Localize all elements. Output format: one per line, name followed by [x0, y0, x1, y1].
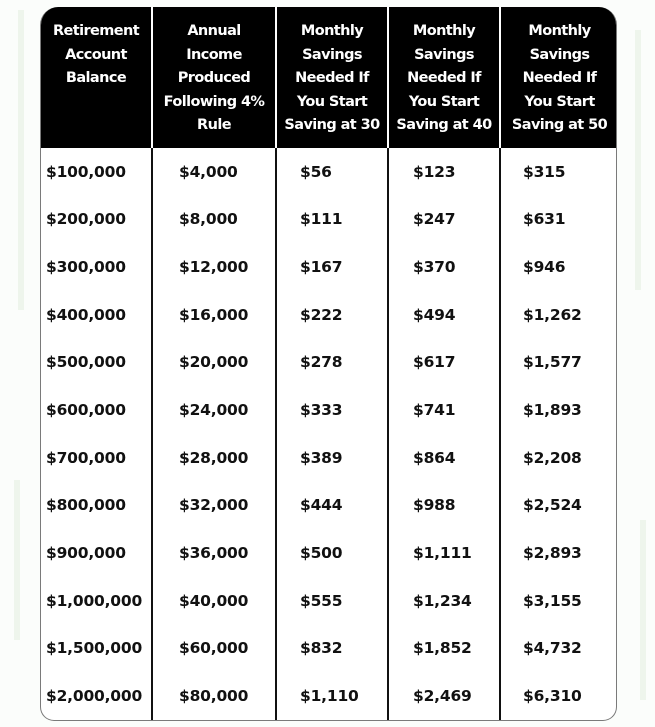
- header-line: Following 4%: [163, 93, 265, 110]
- cell-retirement-account-balance: $800,000: [46, 496, 126, 515]
- cell-retirement-account-balance: $400,000: [46, 305, 126, 324]
- cell-monthly-savings-50: $1,893: [500, 386, 617, 434]
- background-stripe: [18, 10, 24, 310]
- cell-monthly-savings-30: $333: [276, 386, 388, 434]
- cell-monthly-savings-40: $1,234: [388, 577, 500, 625]
- cell-monthly-savings-50: $2,893: [500, 529, 617, 577]
- header-line: Produced: [177, 70, 251, 86]
- cell-monthly-savings-40: $988: [388, 482, 500, 530]
- header-line: Needed If: [295, 70, 369, 86]
- cell-annual-income: $60,000: [152, 625, 276, 673]
- header-line: Saving at 50: [511, 117, 608, 133]
- cell-retirement-account-balance: $300,000: [46, 258, 126, 277]
- cell-monthly-savings-50: $6,310: [500, 672, 617, 720]
- table-row: [41, 291, 617, 339]
- cell-monthly-savings-30: $500: [276, 529, 388, 577]
- cell-retirement-account-balance: $700,000: [46, 448, 126, 467]
- cell-annual-income: $8,000: [152, 196, 276, 244]
- cell-monthly-savings-50: $946: [500, 243, 617, 291]
- cell-annual-income: $80,000: [152, 672, 276, 720]
- table-row: [41, 482, 617, 530]
- cell-monthly-savings-40: $617: [388, 339, 500, 387]
- table-header: [41, 7, 617, 148]
- cell-monthly-savings-40: $123: [388, 148, 500, 196]
- cell-annual-income: $24,000: [152, 386, 276, 434]
- background-stripe: [14, 480, 20, 640]
- table-row: [41, 625, 617, 673]
- header-line: You Start: [408, 93, 480, 110]
- header-line: Needed If: [407, 70, 481, 86]
- header-monthly-savings-30: [276, 7, 388, 148]
- table-row: [41, 672, 617, 720]
- cell-monthly-savings-50: $2,208: [500, 434, 617, 482]
- table-row: [41, 196, 617, 244]
- header-row: [41, 7, 617, 148]
- cell-monthly-savings-40: $741: [388, 386, 500, 434]
- cell-monthly-savings-40: $864: [388, 434, 500, 482]
- header-line: Needed If: [522, 70, 597, 86]
- header-line: Retirement: [52, 23, 140, 39]
- cell-monthly-savings-50: $3,155: [500, 577, 617, 625]
- header-line: Savings: [302, 46, 362, 63]
- savings-table: [41, 7, 617, 720]
- table-row: [41, 339, 617, 387]
- header-line: You Start: [524, 93, 595, 110]
- cell-monthly-savings-50: $4,732: [500, 625, 617, 673]
- cell-retirement-account-balance: $2,000,000: [46, 687, 143, 706]
- cell-monthly-savings-30: $167: [276, 243, 388, 291]
- cell-monthly-savings-30: $832: [276, 625, 388, 673]
- header-line: Saving at 30: [284, 117, 380, 133]
- cell-annual-income: $28,000: [152, 434, 276, 482]
- header-line: Monthly: [412, 23, 476, 39]
- header-annual-income: [152, 7, 276, 148]
- header-line: Savings: [529, 46, 590, 63]
- cell-monthly-savings-30: $555: [276, 577, 388, 625]
- cell-monthly-savings-30: $278: [276, 339, 388, 387]
- cell-monthly-savings-40: $370: [388, 243, 500, 291]
- cell-monthly-savings-50: $1,262: [500, 291, 617, 339]
- cell-monthly-savings-50: $2,524: [500, 482, 617, 530]
- cell-monthly-savings-50: $1,577: [500, 339, 617, 387]
- cell-retirement-account-balance: $100,000: [46, 162, 126, 181]
- cell-annual-income: $16,000: [152, 291, 276, 339]
- table-row: [41, 148, 617, 196]
- header-line: Rule: [197, 117, 231, 133]
- table-row: [41, 243, 617, 291]
- header-line: Balance: [65, 70, 127, 86]
- cell-retirement-account-balance: $500,000: [46, 353, 126, 372]
- header-monthly-savings-50: [500, 7, 617, 148]
- header-line: Monthly: [300, 23, 364, 39]
- header-line: Savings: [414, 46, 474, 63]
- cell-retirement-account-balance: $900,000: [46, 544, 126, 563]
- table-body: [41, 148, 617, 720]
- table-row: [41, 577, 617, 625]
- cell-monthly-savings-40: $494: [388, 291, 500, 339]
- cell-monthly-savings-30: $389: [276, 434, 388, 482]
- header-line: You Start: [296, 93, 368, 110]
- header-retirement-account-balance: [41, 7, 152, 148]
- background-stripe: [635, 30, 641, 290]
- cell-retirement-account-balance: $600,000: [46, 401, 126, 420]
- cell-monthly-savings-30: $1,110: [276, 672, 388, 720]
- cell-monthly-savings-40: $2,469: [388, 672, 500, 720]
- cell-annual-income: $20,000: [152, 339, 276, 387]
- table-row: [41, 529, 617, 577]
- cell-monthly-savings-40: $1,111: [388, 529, 500, 577]
- cell-annual-income: $32,000: [152, 482, 276, 530]
- header-line: Monthly: [528, 23, 591, 39]
- cell-monthly-savings-30: $222: [276, 291, 388, 339]
- cell-monthly-savings-30: $56: [276, 148, 388, 196]
- header-line: Saving at 40: [396, 117, 492, 133]
- background-stripe: [640, 520, 646, 700]
- cell-retirement-account-balance: $1,000,000: [46, 591, 143, 610]
- cell-annual-income: $12,000: [152, 243, 276, 291]
- cell-monthly-savings-30: $111: [276, 196, 388, 244]
- cell-monthly-savings-50: $315: [500, 148, 617, 196]
- cell-monthly-savings-50: $631: [500, 196, 617, 244]
- cell-monthly-savings-30: $444: [276, 482, 388, 530]
- header-line: Annual: [187, 23, 241, 39]
- cell-annual-income: $4,000: [152, 148, 276, 196]
- table-row: [41, 434, 617, 482]
- cell-monthly-savings-40: $247: [388, 196, 500, 244]
- header-monthly-savings-40: [388, 7, 500, 148]
- cell-monthly-savings-40: $1,852: [388, 625, 500, 673]
- header-line: Income: [186, 46, 242, 63]
- cell-annual-income: $40,000: [152, 577, 276, 625]
- table-row: [41, 386, 617, 434]
- header-line: Account: [65, 46, 127, 63]
- retirement-savings-table: [40, 7, 617, 721]
- cell-retirement-account-balance: $200,000: [46, 210, 126, 229]
- cell-retirement-account-balance: $1,500,000: [46, 639, 143, 658]
- cell-annual-income: $36,000: [152, 529, 276, 577]
